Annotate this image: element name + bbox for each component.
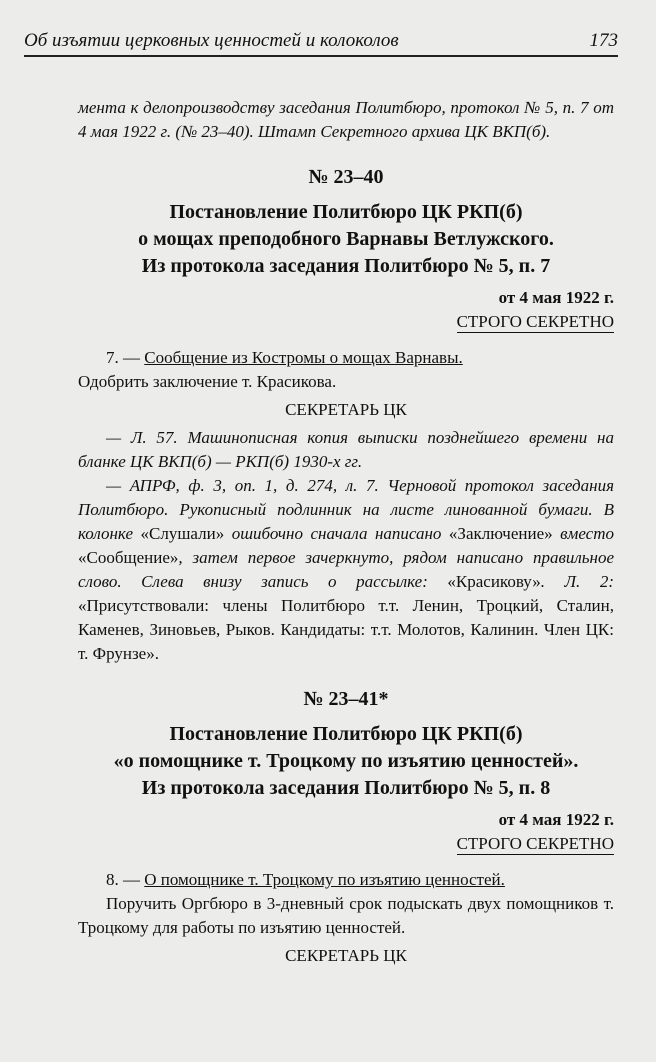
doc1-item-subject: Сообщение из Костромы о мощах Варнавы. [144,348,463,367]
doc2-title-line-2: «о помощнике т. Троцкому по изъятию ценностей». [113,750,579,772]
page-number: 173 [589,30,618,51]
doc1-note-2-quote-4: «Красикову» [447,572,541,591]
doc1-note-2-quote-1: «Слушали» [140,524,225,543]
doc1-classification-text: СТРОГО СЕКРЕТНО [456,312,614,331]
intro-fragment: мента к делопроизводству заседания Политбюро, протокол № 5, п. 7 от 4 мая 1922 г. (№ 23–40). Штамп Секретного архива ЦК ВКП(б). [78,98,614,141]
doc2-item-prefix: 8. — [106,870,145,889]
doc1-item-prefix: 7. — [106,348,145,367]
running-head-title: Об изъятии церковных ценностей и колоколов [24,30,399,51]
doc1-note-2-quote-5: «Присутствовали: члены Политбюро т.т. Ленин, Троцкий, Сталин, Каменев, Зиновьев, Рыков. Кандидаты: т.т. Молотов, Калинин. Член ЦК: т. Фрунзе». [78,596,614,663]
doc1-date: от 4 мая 1922 г. [498,288,614,307]
doc2-signature: СЕКРЕТАРЬ ЦК [285,946,407,965]
doc1-note-2-part-b: ошибочно сначала написано [224,524,449,543]
doc2-title-line-1: Постановление Политбюро ЦК РКП(б) [169,723,523,745]
doc2-classification [78,834,614,854]
doc1-note-2-part-e: . Л. 2: [540,572,614,591]
doc1-title-line-1: Постановление Политбюро ЦК РКП(б) [169,201,523,223]
doc1-note-2-part-d: , затем первое зачеркнуто, рядом написано правильное слово. Слева внизу запись о рассылке: [78,548,614,591]
page-body [78,96,614,972]
doc1-note-2 [78,474,614,666]
doc1-signature: СЕКРЕТАРЬ ЦК [285,400,407,419]
doc1-number: № 23–40 [308,166,384,188]
running-head [24,30,618,57]
doc1-item [78,346,614,370]
doc1-note-2-quote-2: «Заключение» [448,524,553,543]
doc1-note-1: — Л. 57. Машинописная копия выписки позднейшего времени на бланке ЦК ВКП(б) — РКП(б) 1930-х гг. [78,428,614,471]
doc2-item-subject: О помощнике т. Троцкому по изъятию ценностей. [144,870,505,889]
doc1-classification [78,312,614,332]
doc2-number: № 23–41* [303,688,389,710]
doc2-title-line-3: Из протокола заседания Политбюро № 5, п. 8 [141,777,551,799]
doc2-item [78,868,614,892]
doc1-title-line-3: Из протокола заседания Политбюро № 5, п. 7 [141,255,551,277]
doc2-classification-text: СТРОГО СЕКРЕТНО [456,834,614,853]
doc1-decision: Одобрить заключение т. Красикова. [78,372,337,391]
doc2-date: от 4 мая 1922 г. [498,810,614,829]
doc1-title-line-2: о мощах преподобного Варнавы Ветлужского. [138,228,554,250]
doc1-note-2-part-a: — АПРФ, ф. 3, оп. 1, д. 274, л. 7. Черновой протокол заседания Политбюро. Рукописный подлинник на листе линованной бумаги. В колонке [78,476,614,543]
doc1-note-2-quote-3: «Сообщение» [78,548,179,567]
doc1-note-2-part-c: вместо [552,524,614,543]
doc2-decision: Поручить Оргбюро в 3-дневный срок подыскать двух помощников т. Троцкому для работы по изъятию ценностей. [78,894,614,937]
